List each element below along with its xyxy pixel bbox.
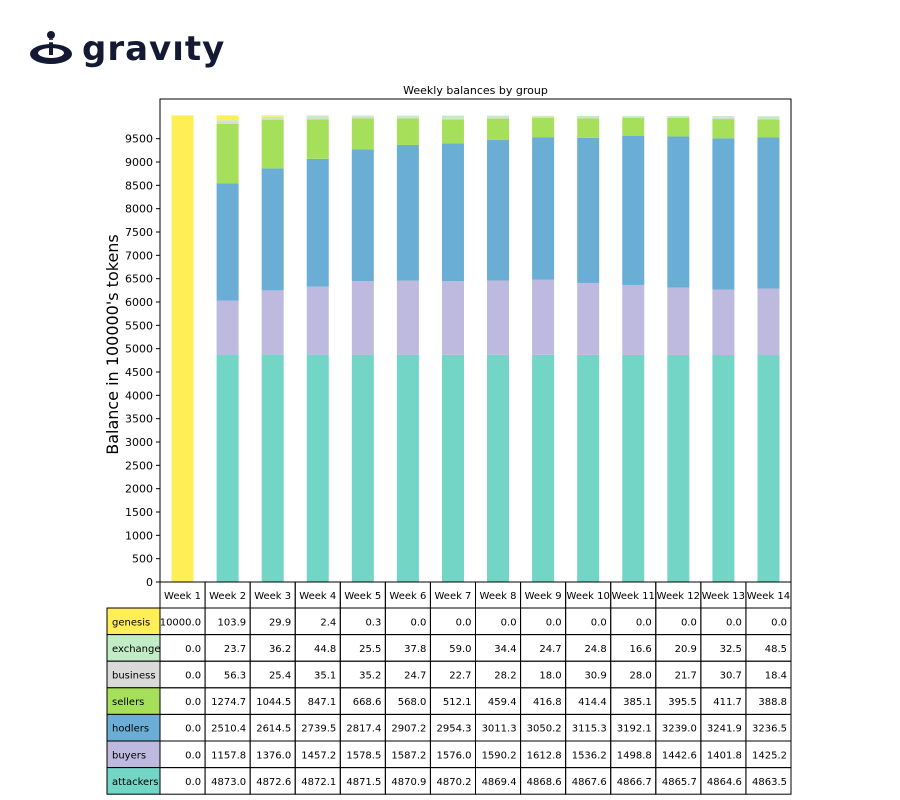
bar-buyers <box>307 287 329 355</box>
y-tick-label: 8500 <box>125 179 153 193</box>
bar-buyers <box>352 281 374 355</box>
table-cell-value: 23.7 <box>223 643 247 655</box>
table-cell-value: 4864.6 <box>706 776 742 788</box>
table-col-header: Week 12 <box>656 591 700 602</box>
y-tick-label: 3000 <box>125 436 153 449</box>
table-cell-value: 3239.0 <box>661 723 697 735</box>
table-cell-value: 2954.3 <box>436 723 472 735</box>
bar-exchange <box>352 115 374 116</box>
table-cell-value: 414.4 <box>578 697 607 709</box>
bar-exchange <box>667 116 689 117</box>
table-cell-value: 1376.0 <box>256 750 292 762</box>
bar-hodlers <box>217 183 239 300</box>
table-cell-value: 0.0 <box>455 617 472 629</box>
table-cell-value: 4872.6 <box>256 776 292 788</box>
table-cell-value: 4873.0 <box>211 776 247 788</box>
bar-hodlers <box>352 150 374 281</box>
bar-sellers <box>487 119 509 140</box>
table-cell-value: 2907.2 <box>391 723 427 735</box>
table-cell-value: 2817.4 <box>346 723 382 735</box>
table-cell-value: 22.7 <box>449 670 472 682</box>
table-cell-value: 0.0 <box>185 723 202 735</box>
bar-business <box>712 118 734 119</box>
bar-hodlers <box>487 140 509 281</box>
table-cell-value: 1578.5 <box>346 750 382 762</box>
table-cell-value: 0.0 <box>410 617 427 629</box>
table-cell-value: 29.9 <box>268 617 292 629</box>
table-cell-value: 2510.4 <box>211 723 247 735</box>
table-cell-value: 35.2 <box>359 670 382 682</box>
table-cell-value: 1587.2 <box>391 750 427 762</box>
table-col-header: Week 10 <box>566 591 610 602</box>
y-tick-label: 500 <box>132 552 153 566</box>
table-cell-value: 411.7 <box>713 697 742 709</box>
table-cell-value: 4868.6 <box>526 776 562 788</box>
table-cell-value: 3236.5 <box>752 723 787 735</box>
bar-business <box>532 117 554 118</box>
table-cell-value: 4865.7 <box>661 776 697 788</box>
table-cell-value: 0.0 <box>545 617 562 629</box>
bar-buyers <box>442 281 464 355</box>
bar-attackers <box>622 355 644 582</box>
table-cell-value: 2614.5 <box>256 723 292 735</box>
table-cell-value: 32.5 <box>719 643 742 655</box>
bar-sellers <box>397 118 419 145</box>
table-cell-value: 30.9 <box>584 670 607 682</box>
table-cell-value: 0.0 <box>771 617 787 629</box>
y-tick-label: 6500 <box>125 272 153 286</box>
table-cell-value: 2.4 <box>320 617 337 629</box>
bar-exchange <box>532 116 554 117</box>
table-cell-value: 0.0 <box>680 617 697 629</box>
table-col-header: Week 14 <box>746 591 791 602</box>
table-cell-value: 668.6 <box>352 697 382 709</box>
bar-sellers <box>622 118 644 136</box>
bar-business <box>757 118 779 119</box>
table-cell-value: 1425.2 <box>752 750 787 762</box>
table-col-header: Week 3 <box>254 591 292 602</box>
table-cell-value: 3241.9 <box>706 723 742 735</box>
table-cell-value: 4870.2 <box>436 776 472 788</box>
bar-attackers <box>397 355 419 582</box>
table-row-label: business <box>112 670 156 682</box>
table-cell-value: 37.8 <box>404 643 427 655</box>
bar-hodlers <box>307 159 329 287</box>
y-tick-label: 1500 <box>125 506 153 519</box>
table-cell-value: 59.0 <box>449 643 472 655</box>
table-col-header: Week 2 <box>209 591 247 602</box>
table-cell-value: 0.0 <box>185 776 202 788</box>
table-cell-value: 388.8 <box>758 697 787 709</box>
y-tick-label: 0 <box>146 576 153 589</box>
table-col-header: Week 7 <box>434 591 472 602</box>
table-cell-value: 1536.2 <box>571 750 607 762</box>
table-cell-value: 0.3 <box>365 617 382 629</box>
bar-sellers <box>217 124 239 183</box>
y-tick-label: 1000 <box>125 529 153 543</box>
bar-genesis <box>172 115 194 582</box>
table-cell-value: 1457.2 <box>301 750 337 762</box>
bar-exchange <box>397 116 419 118</box>
bar-genesis <box>217 115 239 120</box>
y-tick-label: 9000 <box>125 156 153 169</box>
bar-exchange <box>577 116 599 117</box>
table-row-label: hodlers <box>112 723 150 735</box>
bar-buyers <box>487 281 509 355</box>
table-cell-value: 28.2 <box>494 670 517 682</box>
table-cell-value: 2739.5 <box>301 723 337 735</box>
y-tick-label: 6000 <box>125 296 153 309</box>
bar-attackers <box>442 355 464 582</box>
table-cell-value: 24.7 <box>404 670 427 682</box>
plot-frame <box>160 99 791 582</box>
table-col-header: Week 8 <box>479 591 517 602</box>
table-cell-value: 4866.7 <box>616 776 652 788</box>
table-cell-value: 568.0 <box>397 697 427 709</box>
bar-hodlers <box>667 136 689 287</box>
bar-business <box>487 117 509 118</box>
bar-attackers <box>217 355 239 582</box>
bar-exchange <box>487 116 509 118</box>
table-cell-value: 103.9 <box>217 617 247 629</box>
bar-buyers <box>712 290 734 355</box>
table-cell-value: 395.5 <box>668 697 697 709</box>
bar-sellers <box>442 119 464 143</box>
y-tick-label: 2500 <box>125 459 153 473</box>
table-cell-value: 512.1 <box>442 697 472 709</box>
table-cell-value: 24.8 <box>584 643 607 655</box>
table-col-header: Week 11 <box>611 591 655 602</box>
table-cell-value: 0.0 <box>185 670 202 682</box>
table-cell-value: 3011.3 <box>481 723 517 735</box>
bar-sellers <box>307 119 329 159</box>
table-cell-value: 385.1 <box>623 697 652 709</box>
table-row-label: attackers <box>112 776 159 788</box>
table-cell-value: 4872.1 <box>301 776 337 788</box>
table-cell-value: 1157.8 <box>211 750 247 762</box>
bar-sellers <box>577 118 599 137</box>
table-cell-value: 0.0 <box>185 643 202 655</box>
y-tick-label: 5500 <box>125 319 153 333</box>
bar-business <box>442 118 464 119</box>
bar-attackers <box>667 355 689 582</box>
table-cell-value: 24.7 <box>539 643 562 655</box>
table-col-header: Week 9 <box>524 591 562 602</box>
bar-hodlers <box>532 137 554 279</box>
table-cell-value: 3050.2 <box>526 723 562 735</box>
bar-sellers <box>262 120 284 169</box>
bar-exchange <box>712 116 734 118</box>
table-cell-value: 18.4 <box>764 670 787 682</box>
bar-buyers <box>757 289 779 356</box>
table-cell-value: 20.9 <box>674 643 697 655</box>
bar-sellers <box>757 119 779 137</box>
bar-business <box>307 118 329 120</box>
bar-sellers <box>352 118 374 149</box>
bar-attackers <box>262 355 284 582</box>
bar-sellers <box>712 119 734 138</box>
y-tick-label: 4500 <box>125 366 153 379</box>
bar-buyers <box>577 283 599 355</box>
bar-exchange <box>217 120 239 121</box>
y-axis-label: Balance in 100000's tokens <box>103 234 122 455</box>
bar-business <box>577 117 599 118</box>
table-col-header: Week 13 <box>701 591 746 602</box>
table-cell-value: 36.2 <box>268 643 292 655</box>
table-cell-value: 416.8 <box>533 697 562 709</box>
bar-attackers <box>487 355 509 582</box>
bar-business <box>217 121 239 124</box>
table-cell-value: 56.3 <box>223 670 247 682</box>
bar-business <box>397 117 419 118</box>
table-cell-value: 4869.4 <box>481 776 517 788</box>
table-col-header: Week 1 <box>164 591 202 602</box>
bar-business <box>352 117 374 119</box>
table-cell-value: 25.5 <box>359 643 382 655</box>
y-tick-label: 3500 <box>125 412 153 426</box>
logo-text: gravıty <box>82 29 226 69</box>
y-tick-label: 7500 <box>125 226 153 239</box>
table-cell-value: 4871.5 <box>346 776 382 788</box>
bar-exchange <box>622 116 644 117</box>
bar-business <box>262 118 284 119</box>
table-cell-value: 34.4 <box>494 643 517 655</box>
bar-buyers <box>622 285 644 355</box>
bar-attackers <box>532 355 554 582</box>
table-cell-value: 4867.6 <box>571 776 607 788</box>
table-cell-value: 21.7 <box>674 670 697 682</box>
table-col-header: Week 5 <box>344 591 382 602</box>
table-cell-value: 0.0 <box>635 617 652 629</box>
bar-hodlers <box>757 137 779 288</box>
table-cell-value: 459.4 <box>487 697 517 709</box>
table-row-label: buyers <box>112 750 147 762</box>
table-cell-value: 1498.8 <box>616 750 652 762</box>
table-cell-value: 1576.0 <box>436 750 472 762</box>
table-cell-value: 4870.9 <box>391 776 427 788</box>
bar-buyers <box>532 280 554 355</box>
table-cell-value: 4863.5 <box>752 776 787 788</box>
bar-business <box>622 117 644 118</box>
table-col-header: Week 6 <box>389 591 427 602</box>
bar-hodlers <box>397 145 419 281</box>
table-cell-value: 1274.7 <box>211 697 247 709</box>
table-col-header: Week 4 <box>299 591 337 602</box>
bar-attackers <box>307 355 329 582</box>
bar-attackers <box>352 355 374 582</box>
bar-buyers <box>667 288 689 355</box>
bar-buyers <box>217 301 239 355</box>
chart-title: Weekly balances by group <box>403 84 548 97</box>
bar-sellers <box>667 118 689 136</box>
table-cell-value: 0.0 <box>500 617 517 629</box>
bar-genesis <box>262 115 284 116</box>
table-cell-value: 30.7 <box>719 670 742 682</box>
bar-hodlers <box>622 136 644 285</box>
bar-hodlers <box>262 168 284 290</box>
table-row-label: genesis <box>112 617 151 629</box>
y-tick-label: 5000 <box>125 342 153 356</box>
table-cell-value: 25.4 <box>268 670 292 682</box>
y-tick-label: 9500 <box>125 132 153 146</box>
table-row-label: sellers <box>112 697 145 709</box>
bar-business <box>667 117 689 118</box>
y-tick-label: 2000 <box>125 482 153 496</box>
table-cell-value: 1590.2 <box>481 750 517 762</box>
table-cell-value: 0.0 <box>590 617 607 629</box>
table-cell-value: 3192.1 <box>616 723 652 735</box>
bar-exchange <box>757 116 779 118</box>
table-cell-value: 1401.8 <box>706 750 742 762</box>
table-cell-value: 48.5 <box>764 643 787 655</box>
table-cell-value: 16.6 <box>629 643 652 655</box>
bar-attackers <box>577 355 599 582</box>
table-cell-value: 3115.3 <box>571 723 607 735</box>
table-cell-value: 1612.8 <box>526 750 562 762</box>
bar-hodlers <box>577 138 599 283</box>
bar-hodlers <box>712 138 734 289</box>
y-tick-label: 8000 <box>125 202 153 216</box>
bar-hodlers <box>442 143 464 281</box>
bar-exchange <box>442 116 464 119</box>
bar-attackers <box>712 355 734 582</box>
bar-exchange <box>307 116 329 118</box>
table-cell-value: 847.1 <box>307 697 337 709</box>
table-cell-value: 0.0 <box>185 750 202 762</box>
y-tick-label: 4000 <box>125 389 153 403</box>
bar-sellers <box>532 118 554 137</box>
table-cell-value: 44.8 <box>314 643 337 655</box>
table-cell-value: 1442.6 <box>661 750 697 762</box>
table-cell-value: 0.0 <box>185 697 202 709</box>
table-cell-value: 1044.5 <box>256 697 292 709</box>
bar-attackers <box>757 355 779 582</box>
table-cell-value: 0.0 <box>726 617 742 629</box>
table-cell-value: 28.0 <box>629 670 652 682</box>
y-tick-label: 7000 <box>125 249 153 263</box>
table-row-label: exchange <box>112 643 161 655</box>
bar-buyers <box>397 281 419 355</box>
bar-buyers <box>262 290 284 354</box>
table-cell-value: 18.0 <box>539 670 562 682</box>
table-cell-value: 35.1 <box>314 670 337 682</box>
bar-exchange <box>262 117 284 119</box>
table-cell-value: 10000.0 <box>159 617 202 629</box>
